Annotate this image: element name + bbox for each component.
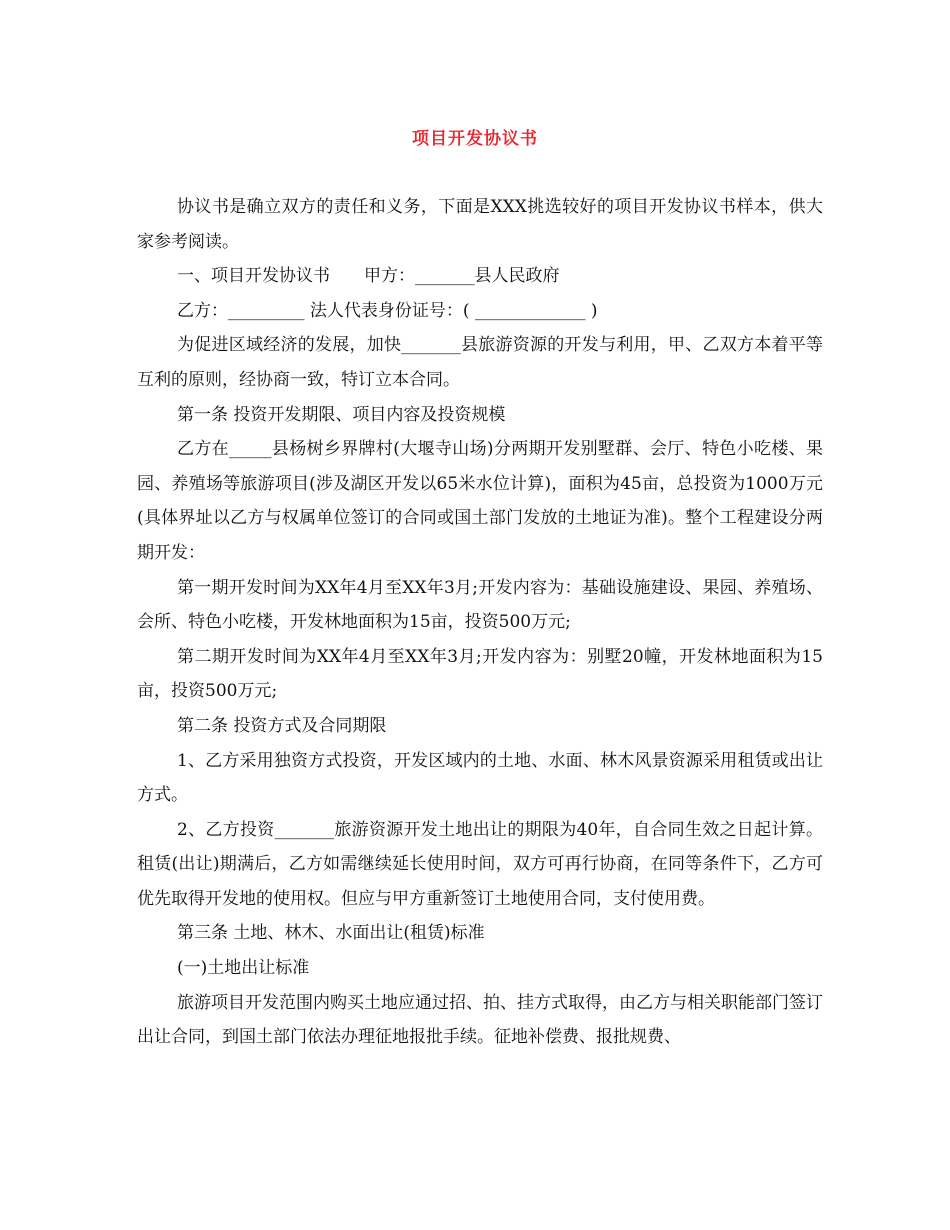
document-paragraph: 第二条 投资方式及合同期限 — [177, 715, 387, 736]
document-title: 项目开发协议书 — [412, 129, 538, 149]
document-paragraph: 协议书是确立双方的责任和义务，下面是XXX挑选较好的项目开发协议书样本，供大家参考阅读。 — [137, 197, 823, 252]
document-paragraph: (一)土地出让标准 — [177, 958, 310, 979]
document-paragraph: 第一期开发时间为XX年4月至XX年3月;开发内容为：基础设施建设、果园、养殖场、会所、特色小吃楼，开发林地面积为15亩，投资500万元; — [137, 577, 823, 633]
document-paragraph: 乙方在_____县杨树乡界牌村(大堰寺山场)分两期开发别墅群、会厅、特色小吃楼、果园、养殖场等旅游项目(涉及湖区开发以65米水位计算)，面积为45亩，总投资为1000万元(具体界址以乙方与权属单位签订的合同或国土部门发放的土地证为准)。整个工程建设分两期开发： — [137, 439, 823, 563]
document-paragraph: 第二期开发时间为XX年4月至XX年3月;开发内容为：别墅20幢，开发林地面积为15亩，投资500万元; — [137, 646, 823, 702]
document-paragraph: 第一条 投资开发期限、项目内容及投资规模 — [177, 404, 506, 425]
document-body — [137, 190, 823, 1055]
document-paragraph: 一、项目开发协议书 甲方：_______县人民政府 — [177, 266, 560, 287]
document-paragraph: 乙方：_________ 法人代表身份证号：( _____________ ) — [177, 300, 598, 321]
document-paragraph: 第三条 土地、林木、水面出让(租赁)标准 — [177, 923, 485, 944]
document-paragraph: 2、乙方投资_______旅游资源开发土地出让的期限为40年，自合同生效之日起计算。租赁(出让)期满后，乙方如需继续延长使用时间，双方可再行协商，在同等条件下，乙方可优先取得开发地的使用权。但应与甲方重新签订土地使用合同，支付使用费。 — [137, 819, 823, 909]
document-paragraph: 1、乙方采用独资方式投资，开发区域内的土地、水面、林木风景资源采用租赁或出让方式。 — [137, 750, 823, 806]
document-paragraph: 为促进区域经济的发展，加快_______县旅游资源的开发与利用，甲、乙双方本着平等互利的原则，经协商一致，特订立本合同。 — [137, 335, 823, 390]
document-paragraph: 旅游项目开发范围内购买土地应通过招、拍、挂方式取得，由乙方与相关职能部门签订出让合同，到国土部门依法办理征地报批手续。征地补偿费、报批规费、 — [137, 992, 823, 1048]
